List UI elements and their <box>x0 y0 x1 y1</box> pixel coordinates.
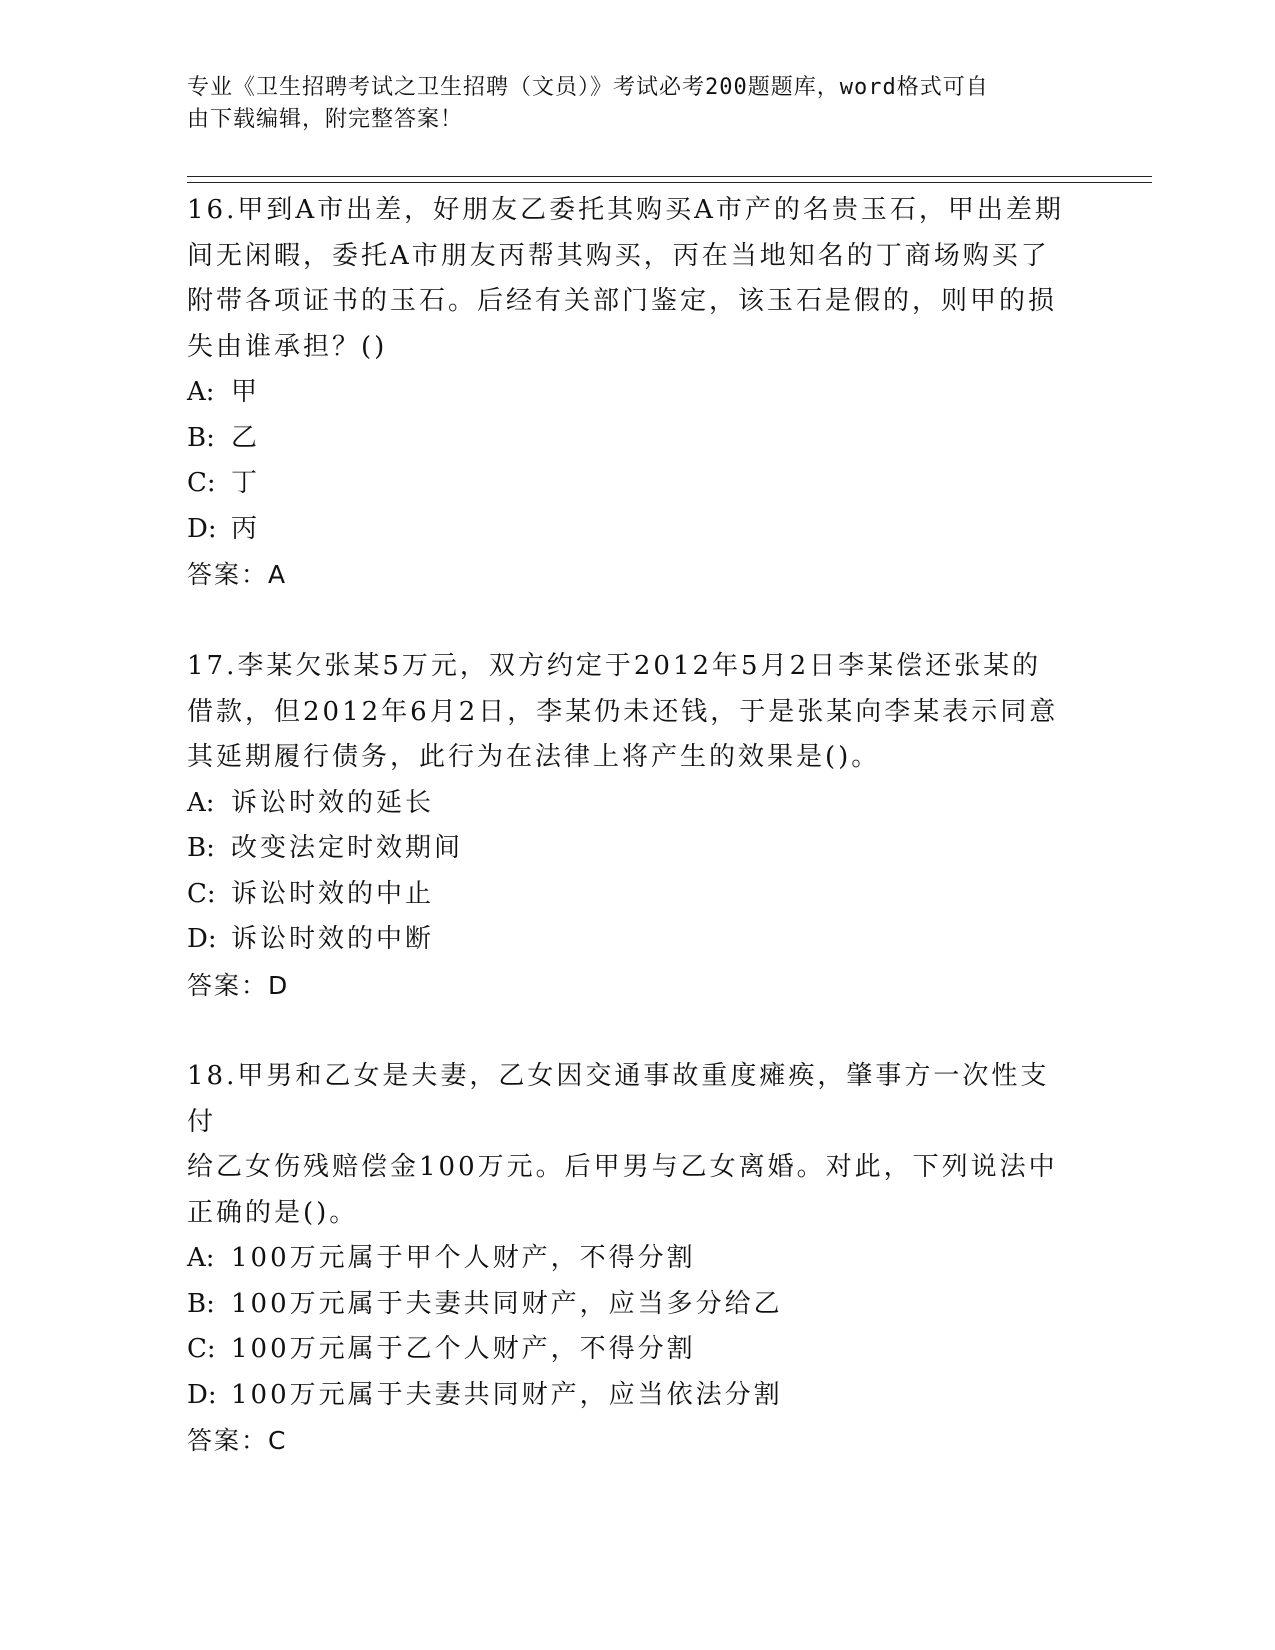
question-stem-line: 18.甲男和乙女是夫妻，乙女因交通事故重度瘫痪，肇事方一次性支付 <box>187 1061 1050 1137</box>
question-stem-line: 正确的是()。 <box>187 1197 359 1228</box>
question-stem-line: 其延期履行债务，此行为在法律上将产生的效果是()。 <box>187 742 881 772</box>
option-text: 乙 <box>231 422 261 453</box>
question-stem-line: 17.李某欠张某5万元，双方约定于2012年5月2日李某偿还张某的 <box>187 651 1042 681</box>
option-b <box>187 416 1067 462</box>
question-stem-line: 16.甲到A市出差，好朋友乙委托其购买A市产的名贵玉石，甲出差期 <box>187 195 1064 225</box>
document-header <box>187 72 1067 136</box>
option-key: D: <box>187 924 217 954</box>
option-text: 诉讼时效的延长 <box>231 787 435 818</box>
answer-line: 答案：D <box>187 970 290 1000</box>
question-18 <box>187 1054 1067 1464</box>
header-line-1: 专业《卫生招聘考试之卫生招聘（文员）》考试必考200题题库，word格式可自 <box>187 75 989 100</box>
header-line-2: 由下载编辑，附完整答案！ <box>187 107 464 132</box>
option-a <box>187 1236 1067 1282</box>
option-text: 改变法定时效期间 <box>231 833 464 863</box>
option-b <box>187 1282 1067 1328</box>
option-key: C: <box>187 1334 216 1364</box>
option-key: C: <box>187 878 216 909</box>
answer-line: 答案：A <box>187 560 288 589</box>
option-key: B: <box>187 833 215 863</box>
option-d <box>187 507 1067 553</box>
option-text: 丁 <box>231 468 261 498</box>
option-text: 100万元属于夫妻共同财产，应当依法分割 <box>231 1379 783 1410</box>
option-d <box>187 917 1067 963</box>
option-a <box>187 781 1067 827</box>
question-16 <box>187 188 1067 598</box>
option-key: D: <box>187 1379 217 1410</box>
option-key: B: <box>187 422 215 453</box>
answer-line: 答案：C <box>187 1426 288 1455</box>
question-stem-line: 借款，但2012年6月2日，李某仍未还钱，于是张某向李某表示同意 <box>187 696 1059 727</box>
option-key: B: <box>187 1288 215 1319</box>
question-stem-line: 给乙女伤残赔偿金100万元。后甲男与乙女离婚。对此，下列说法中 <box>187 1152 1058 1182</box>
option-text: 100万元属于夫妻共同财产，应当多分给乙 <box>231 1288 783 1319</box>
option-c <box>187 1327 1067 1373</box>
header-divider-bottom <box>187 182 1152 183</box>
option-key: D: <box>187 513 217 544</box>
option-text: 100万元属于甲个人财产，不得分割 <box>231 1243 696 1273</box>
option-b <box>187 826 1067 872</box>
option-c <box>187 461 1067 507</box>
question-stem-line: 失由谁承担？() <box>187 331 388 362</box>
option-text: 100万元属于乙个人财产，不得分割 <box>231 1334 696 1364</box>
option-key: C: <box>187 468 216 498</box>
option-text: 诉讼时效的中断 <box>231 924 435 954</box>
option-key: A: <box>187 1243 215 1273</box>
question-stem-line: 附带各项证书的玉石。后经有关部门鉴定，该玉石是假的，则甲的损 <box>187 286 1058 316</box>
option-text: 诉讼时效的中止 <box>231 878 435 909</box>
question-17 <box>187 644 1067 1008</box>
option-a <box>187 370 1067 416</box>
header-divider-top <box>187 176 1152 177</box>
option-text: 丙 <box>231 513 261 544</box>
option-c <box>187 872 1067 918</box>
option-key: A: <box>187 787 215 818</box>
option-text: 甲 <box>231 377 261 407</box>
option-d <box>187 1373 1067 1419</box>
option-key: A: <box>187 377 215 407</box>
question-stem-line: 间无闲暇，委托A市朋友丙帮其购买，丙在当地知名的丁商场购买了 <box>187 240 1050 271</box>
